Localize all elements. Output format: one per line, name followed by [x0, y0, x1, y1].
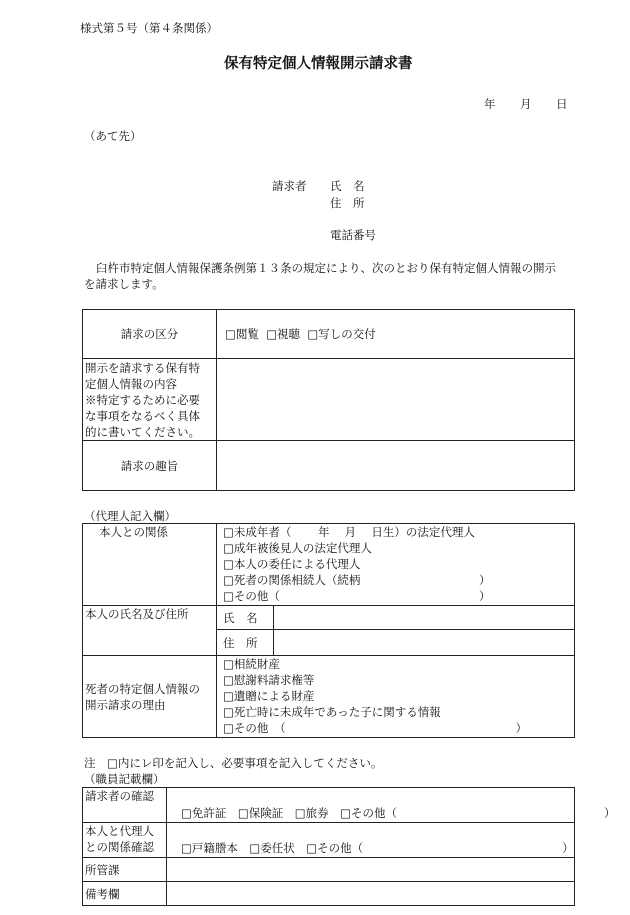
option-view-checkbox[interactable]: □閲覧 [225, 327, 259, 341]
staff-section-label: （職員記載欄） [84, 772, 165, 786]
relation-delegated-checkbox[interactable]: □本人の委任による代理人 [223, 557, 361, 571]
requester-address-label: 住 所 [330, 196, 365, 210]
requester-check-options-cell [167, 788, 616, 823]
category-label: 請求の区分 [120, 327, 179, 341]
principal-address-label: 住 所 [223, 635, 258, 650]
content-label-line: ※特定するために必要 [85, 393, 200, 407]
relation-check-label-line: との関係確認 [85, 840, 154, 854]
deceased-bequest-checkbox[interactable]: □遺贈による財産 [223, 689, 315, 703]
purpose-label: 請求の趣旨 [120, 458, 179, 473]
deceased-consolation-checkbox[interactable]: □慰謝料請求権等 [223, 673, 315, 687]
relation-label-cell [83, 524, 217, 606]
date-day-label: 日 [556, 97, 568, 111]
agent-section-label: （代理人記入欄） [84, 509, 176, 523]
principal-label-cell [83, 606, 217, 656]
deceased-label-line: 開示請求の理由 [85, 697, 166, 712]
relation-label: 本人との関係 [99, 525, 168, 539]
deceased-label-line: 死者の特定個人情報の [85, 681, 200, 696]
deceased-other-checkbox[interactable]: □その他 （ ） [223, 721, 528, 735]
deceased-label-cell [83, 656, 217, 738]
staff-table [82, 787, 616, 906]
content-label-line: 開示を請求する保有特 [85, 361, 200, 375]
department-field[interactable] [167, 858, 575, 882]
requester-check-label: 請求者の確認 [85, 789, 154, 803]
principal-name-label-cell [217, 606, 274, 630]
request-table [82, 309, 575, 491]
date-month-label: 月 [520, 97, 532, 111]
relation-other-checkbox[interactable]: □その他（ ） [223, 589, 491, 603]
page-title: 保有特定個人情報開示請求書 [224, 56, 413, 72]
remarks-field[interactable] [167, 882, 575, 906]
requester-phone-label: 電話番号 [330, 228, 376, 242]
content-label-line: 的に書いてください。 [85, 425, 200, 439]
principal-address-field[interactable] [274, 630, 575, 656]
deceased-inherited-checkbox[interactable]: □相続財産 [223, 657, 280, 671]
addressee-label: （あて先） [84, 129, 142, 143]
date-year-label: 年 [484, 97, 496, 111]
intro-line-2: を請求します。 [84, 277, 164, 291]
deceased-minor-child-checkbox[interactable]: □死亡時に未成年であった子に関する情報 [223, 705, 441, 719]
relation-check-label-cell [83, 823, 167, 858]
relation-document-checkboxes[interactable]: □戸籍謄本 □委任状 □その他（ ） [181, 841, 574, 855]
relation-adult-ward-checkbox[interactable]: □成年被後見人の法定代理人 [223, 541, 372, 555]
relation-heir-checkbox[interactable]: □死者の関係相続人（続柄 ） [223, 573, 491, 587]
deceased-options-cell [217, 656, 575, 738]
agent-table [82, 523, 575, 738]
remarks-label: 備考欄 [85, 886, 120, 901]
purpose-input-field[interactable] [217, 441, 575, 491]
option-listen-checkbox[interactable]: □視聴 [266, 327, 301, 341]
category-options-cell [217, 310, 575, 359]
content-input-field[interactable] [217, 359, 575, 441]
principal-name-label: 氏 名 [223, 610, 258, 625]
category-label-cell [83, 310, 217, 359]
requester-check-label-cell [83, 788, 167, 823]
requester-label: 請求者 [272, 179, 307, 193]
note-text: 注 □内にレ印を記入し、必要事項を記入してください。 [84, 756, 383, 770]
department-label-cell [83, 858, 167, 882]
content-label-line: 定個人情報の内容 [85, 377, 177, 391]
principal-address-label-cell [217, 630, 274, 656]
requester-name-label: 氏 名 [330, 179, 365, 193]
form-number: 様式第５号（第４条関係） [80, 21, 218, 35]
option-copy-checkbox[interactable]: □写しの交付 [307, 327, 376, 341]
department-label: 所管課 [85, 862, 120, 877]
content-label-line: な事項をなるべく具体 [85, 409, 200, 423]
relation-check-label-line: 本人と代理人 [85, 824, 154, 838]
intro-line-1: 臼杵市特定個人情報保護条例第１３条の規定により、次のとおり保有特定個人情報の開示 [96, 261, 556, 275]
relation-check-options-cell [167, 823, 575, 858]
principal-name-field[interactable] [274, 606, 575, 630]
purpose-label-cell [83, 441, 217, 491]
relation-minor-checkbox[interactable]: □未成年者（ 年 月 日生）の法定代理人 [223, 525, 475, 539]
remarks-label-cell [83, 882, 167, 906]
requester-id-checkboxes[interactable]: □免許証 □保険証 □旅券 □その他（ ） [181, 806, 616, 820]
relation-options-cell [217, 524, 575, 606]
principal-label: 本人の氏名及び住所 [85, 607, 189, 621]
content-label-cell [83, 359, 217, 441]
